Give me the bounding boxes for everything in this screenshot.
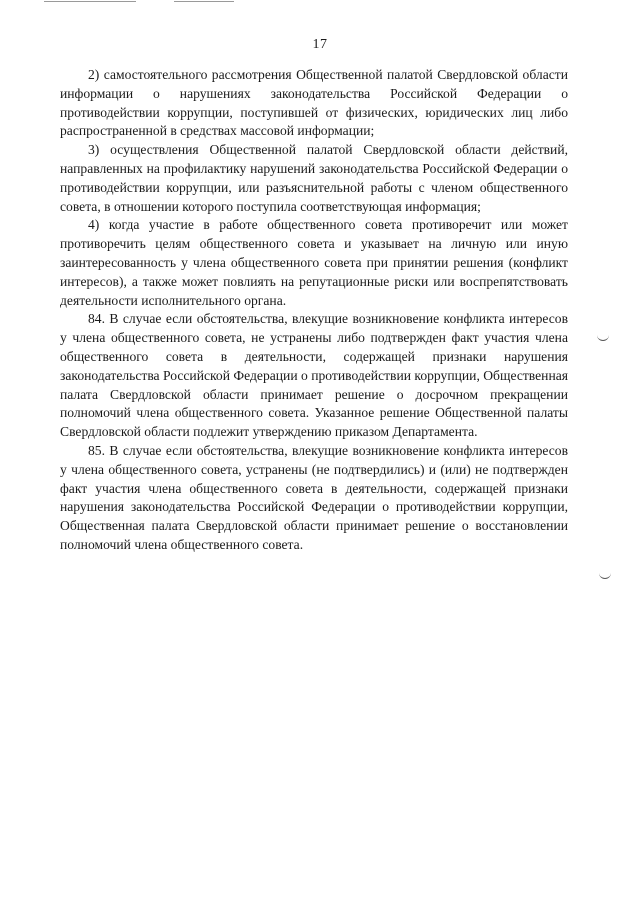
page-number: 17 xyxy=(312,37,328,52)
margin-pen-mark xyxy=(599,572,611,579)
scan-artifact-line xyxy=(174,1,234,2)
list-item-2: 2) самостоятельного рассмотрения Общественной палатой Свердловской области информации о нарушениях законодательства Российской Федерации о противодействии коррупции, поступившей от физических, юридических лиц либо распространенной в средствах массовой информации; xyxy=(60,67,568,139)
clause-84: 84. В случае если обстоятельства, влекущие возникновение конфликта интересов у члена общественного совета, не устранены либо подтвержден факт участия члена общественного совета в деятельности, содержащей признаки нарушения законодательства Российской Федерации о противодействии коррупции, Общественная палата Свердловской области принимает решение о досрочном прекращении полномочий члена общественного совета. Указанное решение Общественной палаты Свердловской области подлежит утверждению приказом Департамента. xyxy=(60,311,568,440)
list-item-3: 3) осуществления Общественной палатой Свердловской области действий, направленных на профилактику нарушений законодательства Российской Федерации о противодействии коррупции, или разъяснительной работы с членом общественного совета, в отношении которого поступила соответствующая информация; xyxy=(60,142,568,214)
document-body xyxy=(60,66,568,555)
clause-85: 85. В случае если обстоятельства, влекущие возникновение конфликта интересов у члена общественного совета, устранены (не подтвердились) и (или) не подтвержден факт участия члена общественного совета в деятельности, содержащей признаки нарушения законодательства Российской Федерации о противодействии коррупции, Общественная палата Свердловской области принимает решение о восстановлении полномочий члена общественного совета. xyxy=(60,442,568,552)
margin-pen-mark xyxy=(597,334,609,341)
list-item-4: 4) когда участие в работе общественного совета противоречит или может противоречить целям общественного совета и указывает на личную или иную заинтересованность у члена общественного совета при принятии решения (конфликт интересов), а также может повлиять на репутационные риски или воспрепятствовать деятельности исполнительного органа. xyxy=(60,217,568,308)
scan-artifact-line xyxy=(44,1,136,2)
